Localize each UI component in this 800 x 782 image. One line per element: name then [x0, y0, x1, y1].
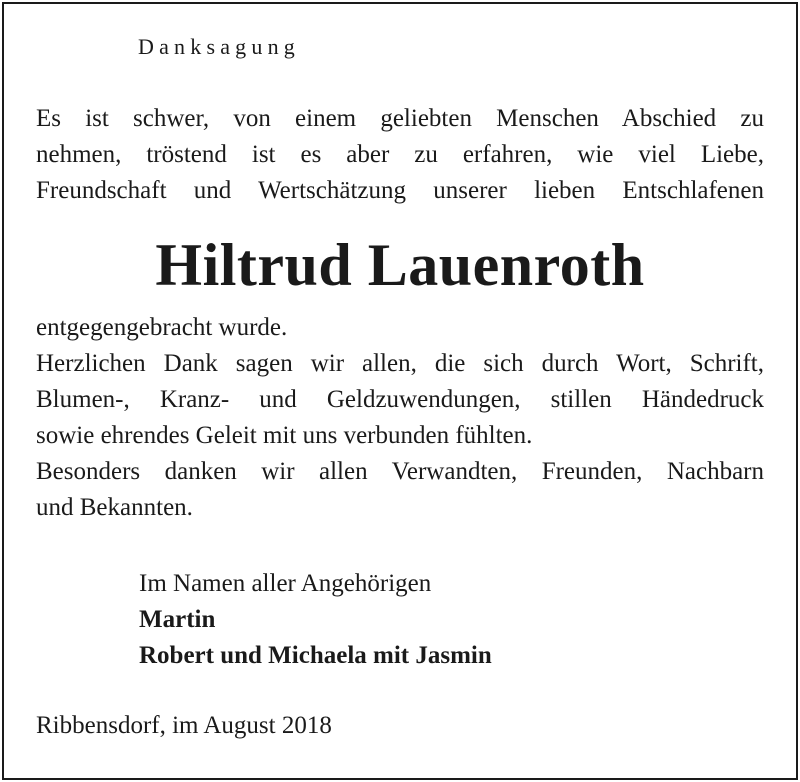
intro-line: Freundschaft und Wertschätzung unserer lieben Entschlafenen [36, 177, 764, 204]
intro-line: Es ist schwer, von einem geliebten Menschen Abschied zu [36, 105, 764, 132]
signature-name: Robert und Michaela mit Jasmin [139, 642, 492, 669]
signature-block [139, 566, 492, 674]
intro-paragraph [36, 101, 764, 209]
body-line: entgegengebracht wurde. [36, 314, 288, 341]
notice-heading: Danksagung [138, 34, 300, 59]
signature-intro: Im Namen aller Angehörigen [139, 570, 432, 597]
deceased-name: Hiltrud Lauenroth [155, 232, 645, 298]
signature-name: Martin [139, 606, 216, 633]
place-date: Ribbensdorf, im August 2018 [36, 712, 332, 739]
thanks-paragraph [36, 310, 764, 526]
body-line: Blumen-, Kranz- und Geldzuwendungen, stillen Händedruck [36, 386, 764, 413]
body-line: und Bekannten. [36, 494, 193, 521]
body-line: Besonders danken wir allen Verwandten, Freunden, Nachbarn [36, 458, 764, 485]
intro-line: nehmen, tröstend ist es aber zu erfahren, wie viel Liebe, [36, 141, 764, 168]
body-line: Herzlichen Dank sagen wir allen, die sich durch Wort, Schrift, [36, 350, 764, 377]
body-line: sowie ehrendes Geleit mit uns verbunden fühlten. [36, 422, 533, 449]
